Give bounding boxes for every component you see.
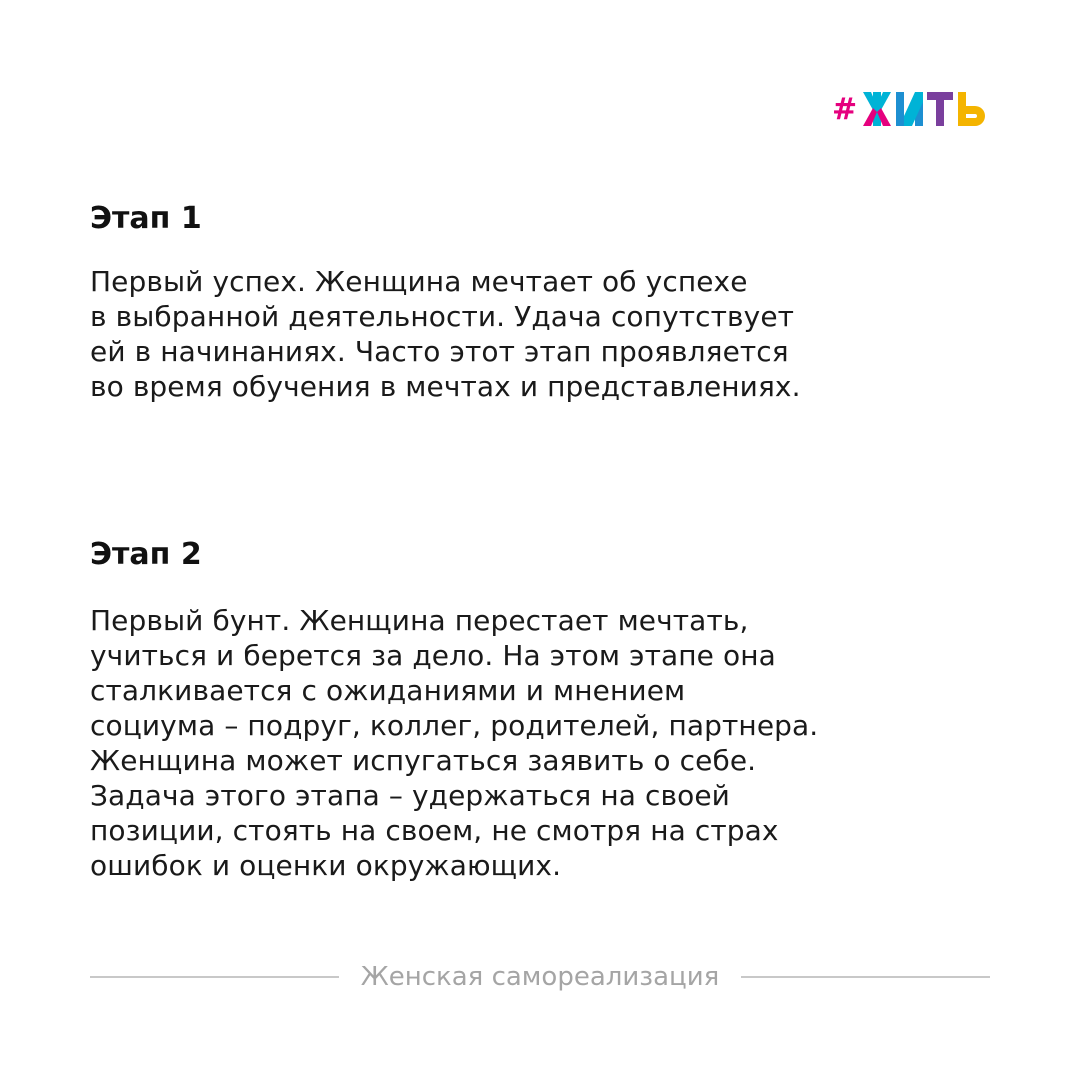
logo-letter-soft-sign xyxy=(958,92,985,126)
stage-1-heading: Этап 1 xyxy=(90,201,202,236)
brand-logo xyxy=(832,90,987,128)
stage-2-text: Первый бунт. Женщина перестает мечтать, учиться и берется за дело. На этом этапе она сталкивается с ожиданиями и мнением социума – подруг, коллег, родителей, партнера. Женщина может испугаться заявить о себе. Задача этого этапа – удержаться на своей позиции, стоять на своем, не смотря на страх ошибок и оценки окружающих. xyxy=(90,604,819,882)
footer-divider-left xyxy=(90,976,339,978)
logo-hash: # xyxy=(832,92,858,127)
logo-word-zhit xyxy=(863,90,987,128)
logo-letter-i xyxy=(896,92,923,126)
footer-divider-right xyxy=(741,976,990,978)
logo-letter-zh xyxy=(863,92,891,126)
stage-1-text: Первый успех. Женщина мечтает об успехе в выбранной деятельности. Удача сопутствует ей в начинаниях. Часто этот этап проявляется во время обучения в мечтах и представлениях. xyxy=(90,265,801,403)
footer xyxy=(90,955,990,999)
footer-caption: Женская самореализация xyxy=(360,962,720,992)
stage-2-heading: Этап 2 xyxy=(90,537,202,572)
logo-letter-t xyxy=(927,92,953,126)
